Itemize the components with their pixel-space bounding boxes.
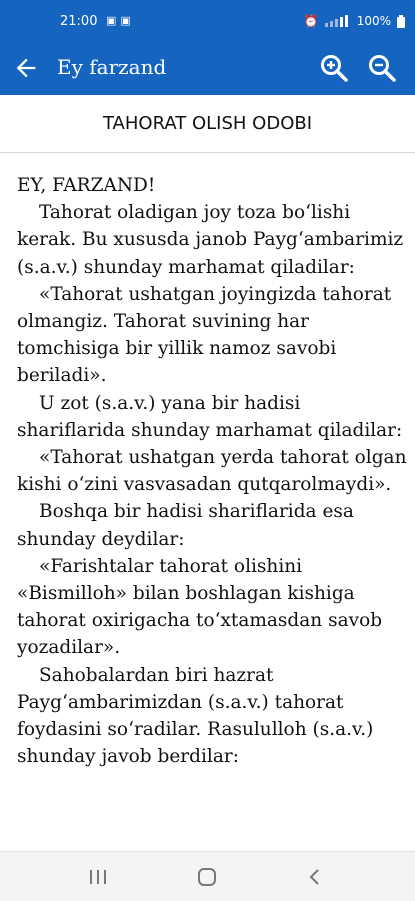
paragraph: «Farishtalar tahorat olishini «Bismilloh» bilan boshlagan kishiga tahorat oxirigacha toʻxtamasdan savob yozadilar». bbox=[17, 555, 383, 659]
nav-back-icon[interactable] bbox=[306, 866, 324, 888]
battery-icon bbox=[397, 15, 405, 28]
section-heading: TAHORAT OLISH ODOBI bbox=[0, 95, 415, 153]
paragraph: «Tahorat ushatgan yerda tahorat olgan kishi oʻzini vasvasadan qutqarolmaydi». bbox=[17, 447, 407, 496]
paragraph: Boshqa bir hadisi shariflarida esa shunday deydilar: bbox=[17, 501, 354, 550]
paragraph: «Tahorat ushatgan joyingizda tahorat olmangiz. Tahorat suvining har tomchisiga bir yillik namoz savobi beriladi». bbox=[17, 283, 392, 387]
app-bar bbox=[0, 42, 415, 95]
status-bar bbox=[0, 0, 415, 42]
alarm-icon: ⏰ bbox=[303, 14, 319, 28]
system-nav-bar bbox=[0, 851, 415, 901]
battery-percent: 100% bbox=[356, 14, 391, 28]
article-body bbox=[17, 172, 407, 770]
recent-apps-icon[interactable] bbox=[87, 867, 109, 887]
notification-icons: ▣▣ bbox=[106, 14, 135, 27]
status-time: 21:00 bbox=[60, 14, 98, 29]
arrow-back-icon[interactable] bbox=[12, 54, 40, 82]
zoom-out-icon[interactable] bbox=[367, 53, 397, 83]
page-title: Ey farzand bbox=[57, 55, 167, 79]
paragraph: Tahorat oladigan joy toza boʻlishi kerak. Bu xususda janob Paygʻambarimiz (s.a.v.) shunday marhamat qiladilar: bbox=[17, 202, 404, 278]
zoom-in-icon[interactable] bbox=[319, 53, 349, 83]
paragraph: U zot (s.a.v.) yana bir hadisi shariflarida shunday marhamat qiladilar: bbox=[17, 392, 403, 441]
status-right bbox=[304, 14, 405, 28]
signal-icon bbox=[325, 15, 351, 27]
home-icon[interactable] bbox=[196, 866, 218, 888]
paragraph: EY, FARZAND! bbox=[17, 175, 156, 196]
paragraph: Sahobalardan biri hazrat Paygʻambarimizdan (s.a.v.) tahorat foydasini soʻradilar. Rasululloh (s.a.v.) shunday javob berdilar: bbox=[17, 664, 374, 768]
